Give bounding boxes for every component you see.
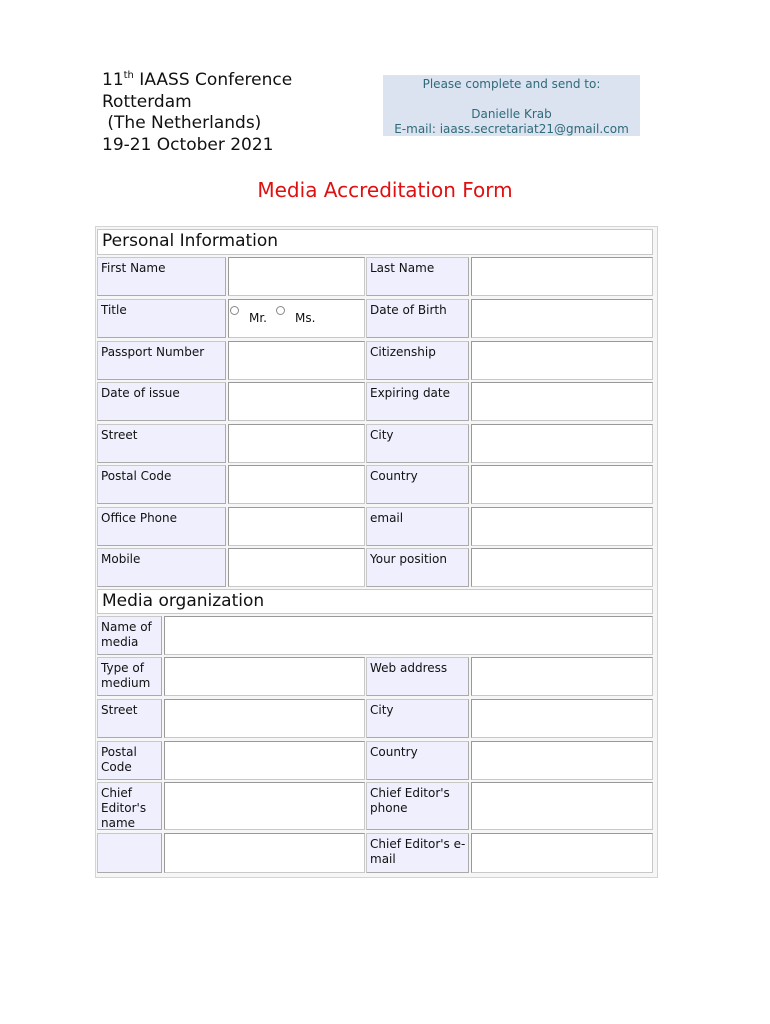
last-name-input[interactable] xyxy=(471,257,653,296)
media-street-input[interactable] xyxy=(164,699,365,738)
postal-code-input[interactable] xyxy=(228,465,365,504)
section-media-organization: Media organization xyxy=(97,589,653,614)
chief-editor-email-input[interactable] xyxy=(471,833,653,873)
country-input[interactable] xyxy=(471,465,653,504)
web-address-input[interactable] xyxy=(471,657,653,696)
label-media-street: Street xyxy=(97,699,162,738)
label-expiring-date: Expiring date xyxy=(366,382,469,421)
label-passport-number: Passport Number xyxy=(97,341,226,380)
chief-editor-phone-input[interactable] xyxy=(471,782,653,830)
label-city: City xyxy=(366,424,469,463)
conference-title: 11th IAASS Conference xyxy=(102,70,293,90)
label-country: Country xyxy=(366,465,469,504)
label-chief-editor-phone: Chief Editor's phone xyxy=(366,782,469,830)
conference-dates: 19-21 October 2021 xyxy=(102,134,274,155)
expiring-date-input[interactable] xyxy=(471,382,653,421)
radio-ms[interactable] xyxy=(276,306,285,315)
label-office-phone: Office Phone xyxy=(97,507,226,546)
label-type-of-medium: Type of medium xyxy=(97,657,162,696)
label-media-country: Country xyxy=(366,741,469,780)
label-blank xyxy=(97,833,162,873)
your-position-input[interactable] xyxy=(471,548,653,587)
form-title: Media Accreditation Form xyxy=(257,178,513,202)
contact-email: E-mail: iaass.secretariat21@gmail.com xyxy=(394,122,629,136)
mobile-input[interactable] xyxy=(228,548,365,587)
radio-mr-label: Mr. xyxy=(249,311,267,325)
contact-box xyxy=(383,75,640,136)
label-media-city: City xyxy=(366,699,469,738)
label-title: Title xyxy=(97,299,226,338)
media-country-input[interactable] xyxy=(471,741,653,780)
type-of-medium-input[interactable] xyxy=(164,657,365,696)
email-input[interactable] xyxy=(471,507,653,546)
blank-input[interactable] xyxy=(164,833,365,873)
media-postal-code-input[interactable] xyxy=(164,741,365,780)
citizenship-input[interactable] xyxy=(471,341,653,380)
name-of-media-input[interactable] xyxy=(164,616,653,655)
label-citizenship: Citizenship xyxy=(366,341,469,380)
label-name-of-media: Name of media xyxy=(97,616,162,655)
section-personal-information: Personal Information xyxy=(97,229,653,255)
street-input[interactable] xyxy=(228,424,365,463)
label-last-name: Last Name xyxy=(366,257,469,296)
label-chief-editor-name: Chief Editor's name xyxy=(97,782,162,830)
first-name-input[interactable] xyxy=(228,257,365,296)
chief-editor-name-input[interactable] xyxy=(164,782,365,830)
label-street: Street xyxy=(97,424,226,463)
label-first-name: First Name xyxy=(97,257,226,296)
label-your-position: Your position xyxy=(366,548,469,587)
label-date-of-birth: Date of Birth xyxy=(366,299,469,338)
label-web-address: Web address xyxy=(366,657,469,696)
passport-number-input[interactable] xyxy=(228,341,365,380)
label-email: email xyxy=(366,507,469,546)
radio-mr[interactable] xyxy=(230,306,239,315)
title-radio-group xyxy=(228,299,365,338)
contact-instruction: Please complete and send to: xyxy=(422,77,601,91)
contact-name: Danielle Krab xyxy=(471,107,552,121)
city-input[interactable] xyxy=(471,424,653,463)
date-of-issue-input[interactable] xyxy=(228,382,365,421)
radio-ms-label: Ms. xyxy=(295,311,316,325)
date-of-birth-input[interactable] xyxy=(471,299,653,338)
conference-city: Rotterdam xyxy=(102,91,192,112)
label-postal-code: Postal Code xyxy=(97,465,226,504)
conference-header xyxy=(102,70,372,156)
conference-country: (The Netherlands) xyxy=(102,113,262,133)
media-city-input[interactable] xyxy=(471,699,653,738)
label-date-of-issue: Date of issue xyxy=(97,382,226,421)
office-phone-input[interactable] xyxy=(228,507,365,546)
label-chief-editor-email: Chief Editor's e-mail xyxy=(366,833,469,873)
label-mobile: Mobile xyxy=(97,548,226,587)
label-media-postal-code: Postal Code xyxy=(97,741,162,780)
